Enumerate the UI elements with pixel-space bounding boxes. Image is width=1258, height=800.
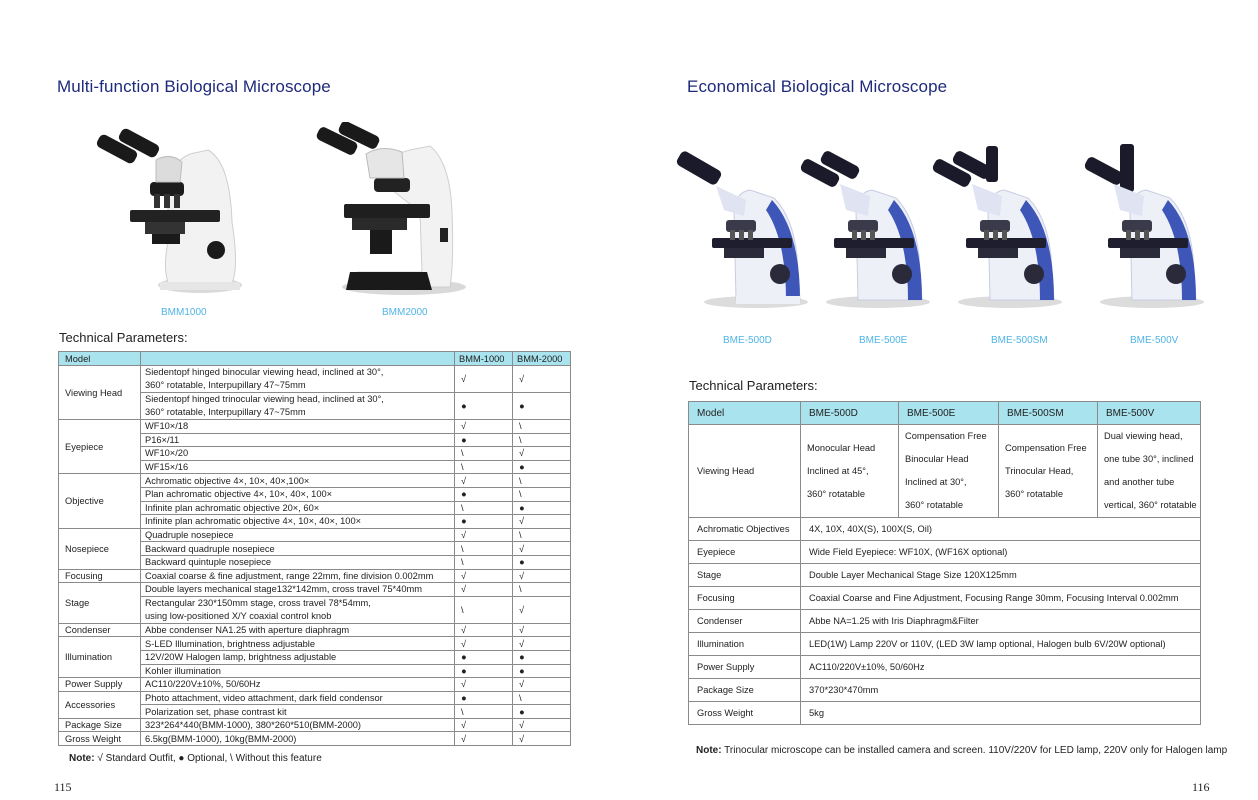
row-value: LED(1W) Lamp 220V or 110V, (LED 3W lamp optional, Halogen bulb 6V/20W optional) [801, 633, 1201, 656]
left-page-number: 115 [54, 780, 72, 794]
mark-bmm1000: \ [455, 447, 513, 461]
mark-bmm2000: ● [513, 650, 571, 664]
mark-bmm2000: √ [513, 447, 571, 461]
row-description: AC110/220V±10%, 50/60Hz [141, 678, 455, 692]
bme500d-microscope-image [676, 150, 816, 310]
mark-bmm1000: ● [455, 515, 513, 529]
row-label: Eyepiece [689, 541, 801, 564]
row-description: Plan achromatic objective 4×, 10×, 40×, 100× [141, 487, 455, 501]
row-category: Stage [59, 583, 141, 624]
row-value: 370*230*470mm [801, 679, 1201, 702]
row-label: Achromatic Objectives [689, 518, 801, 541]
left-note [69, 753, 322, 764]
row-description: Double layers mechanical stage132*142mm, cross travel 75*40mm [141, 583, 455, 597]
viewing-head-line: 360° rotatable [905, 500, 963, 510]
viewing-head-line: vertical, 360° rotatable [1104, 500, 1197, 510]
model-label-bme500e: BME-500E [859, 335, 908, 346]
mark-bmm1000: \ [455, 596, 513, 623]
row-value: AC110/220V±10%, 50/60Hz [801, 656, 1201, 679]
row-value: 5kg [801, 702, 1201, 725]
row-description: Quadruple nosepiece [141, 528, 455, 542]
viewing-head-line: Trinocular Head, [1005, 465, 1074, 476]
viewing-head-line: Compensation Free [1005, 442, 1087, 453]
row-value: Abbe NA=1.25 with Iris Diaphragm&Filter [801, 610, 1201, 633]
viewing-head-line: Monocular Head [807, 442, 876, 453]
mark-bmm2000: √ [513, 366, 571, 393]
row-description: 360° rotatable, Interpupillary 47~75mm [145, 380, 306, 390]
viewing-head-line: Binocular Head [905, 454, 969, 464]
row-description: WF15×/16 [141, 460, 455, 474]
row-label: Illumination [689, 633, 801, 656]
table-row [689, 633, 1201, 656]
row-category: Focusing [59, 569, 141, 583]
mark-bmm1000: √ [455, 366, 513, 393]
left-technical-parameters-title: Technical Parameters: [59, 330, 188, 345]
row-value: Double Layer Mechanical Stage Size 120X125mm [801, 564, 1201, 587]
row-label: Condenser [689, 610, 801, 633]
header-model: Model [689, 402, 801, 425]
table-row [59, 718, 571, 732]
mark-bmm2000: √ [513, 569, 571, 583]
mark-bmm1000: √ [455, 569, 513, 583]
mark-bmm2000: \ [513, 691, 571, 705]
mark-bmm1000: ● [455, 650, 513, 664]
header-bme500v: BME-500V [1098, 402, 1201, 425]
row-description: using low-positioned X/Y coaxial control knob [145, 610, 332, 621]
row-category: Power Supply [59, 678, 141, 692]
table-row [689, 679, 1201, 702]
mark-bmm1000: \ [455, 460, 513, 474]
bme-spec-table [688, 401, 1201, 725]
table-row [689, 541, 1201, 564]
mark-bmm1000: ● [455, 691, 513, 705]
mark-bmm1000: ● [455, 433, 513, 447]
bme500v-microscope-image [1080, 140, 1210, 310]
header-bme500sm: BME-500SM [999, 402, 1098, 425]
row-description: WF10×/18 [141, 420, 455, 434]
mark-bmm2000: √ [513, 678, 571, 692]
model-label-bme500sm: BME-500SM [991, 335, 1048, 346]
table-row [689, 610, 1201, 633]
table-header-row [689, 402, 1201, 425]
row-value: Wide Field Eyepiece: WF10X, (WF16X optional) [801, 541, 1201, 564]
row-description: Infinite plan achromatic objective 20×, 60× [141, 501, 455, 515]
mark-bmm1000: \ [455, 705, 513, 719]
mark-bmm2000: \ [513, 583, 571, 597]
right-note-label: Note: [696, 745, 722, 756]
table-row [59, 474, 571, 488]
row-description: Coaxial coarse & fine adjustment, range 22mm, fine division 0.002mm [141, 569, 455, 583]
viewing-head-line: Inclined at 30°, [905, 477, 967, 487]
mark-bmm2000: \ [513, 433, 571, 447]
header-bme500e: BME-500E [899, 402, 999, 425]
mark-bmm1000: ● [455, 664, 513, 678]
mark-bmm2000: √ [513, 637, 571, 651]
mark-bmm1000: √ [455, 637, 513, 651]
mark-bmm1000: \ [455, 542, 513, 556]
right-note [696, 745, 1227, 756]
row-description: Abbe condenser NA1.25 with aperture diaphragm [141, 623, 455, 637]
table-row [59, 732, 571, 746]
model-label-bme500d: BME-500D [723, 335, 772, 346]
row-description: 6.5kg(BMM-1000), 10kg(BMM-2000) [141, 732, 455, 746]
mark-bmm2000: \ [513, 474, 571, 488]
row-category: Gross Weight [59, 732, 141, 746]
table-row [59, 623, 571, 637]
viewing-head-line: Compensation Free [905, 431, 987, 441]
table-row [59, 678, 571, 692]
row-description: S-LED Illumination, brightness adjustable [141, 637, 455, 651]
right-page-number: 116 [1192, 780, 1210, 794]
row-value: Coaxial Coarse and Fine Adjustment, Focusing Range 30mm, Focusing Interval 0.002mm [801, 587, 1201, 610]
table-row [689, 518, 1201, 541]
table-header-row [59, 352, 571, 366]
mark-bmm1000: √ [455, 528, 513, 542]
right-page-title: Economical Biological Microscope [687, 77, 948, 96]
row-description: P16×/11 [141, 433, 455, 447]
model-label-bme500v: BME-500V [1130, 335, 1179, 346]
viewing-head-line: Inclined at 45°, [807, 465, 869, 476]
row-label: Stage [689, 564, 801, 587]
row-category: Condenser [59, 623, 141, 637]
mark-bmm2000: \ [513, 528, 571, 542]
mark-bmm1000: ● [455, 487, 513, 501]
row-label: Gross Weight [689, 702, 801, 725]
header-bmm1000: BMM-1000 [455, 352, 513, 366]
row-description: Siedentopf hinged trinocular viewing head, inclined at 30°, [145, 394, 384, 404]
mark-bmm2000: ● [513, 664, 571, 678]
row-description: Photo attachment, video attachment, dark field condensor [141, 691, 455, 705]
mark-bmm1000: √ [455, 420, 513, 434]
mark-bmm1000: √ [455, 718, 513, 732]
mark-bmm2000: \ [513, 487, 571, 501]
table-row [59, 637, 571, 651]
row-description: Siedentopf hinged binocular viewing head, inclined at 30°, [145, 367, 384, 377]
row-description: Rectangular 230*150mm stage, cross travel 78*54mm, [145, 597, 371, 608]
mark-bmm2000: √ [513, 623, 571, 637]
row-category: Package Size [59, 718, 141, 732]
mark-bmm2000: √ [513, 718, 571, 732]
row-category: Accessories [59, 691, 141, 718]
table-row [59, 366, 571, 393]
table-row [689, 564, 1201, 587]
model-label-bmm2000: BMM2000 [382, 307, 428, 318]
header-model: Model [59, 352, 141, 366]
table-row [689, 656, 1201, 679]
row-description: 323*264*440(BMM-1000), 380*260*510(BMM-2000) [141, 718, 455, 732]
bmm1000-microscope-image [90, 122, 250, 297]
row-category: Nosepiece [59, 528, 141, 569]
header-bme500d: BME-500D [801, 402, 899, 425]
mark-bmm1000: √ [455, 732, 513, 746]
viewing-head-line: 360° rotatable [1005, 488, 1063, 499]
row-description: Achromatic objective 4×, 10×, 40×,100× [141, 474, 455, 488]
mark-bmm1000: √ [455, 623, 513, 637]
row-description: Backward quintuple nosepiece [141, 555, 455, 569]
row-category: Eyepiece [59, 420, 141, 474]
row-description: 12V/20W Halogen lamp, brightness adjustable [141, 650, 455, 664]
bmm-spec-table [58, 351, 571, 746]
row-value: 4X, 10X, 40X(S), 100X(S, Oil) [801, 518, 1201, 541]
row-label: Focusing [689, 587, 801, 610]
row-label-viewing-head: Viewing Head [689, 425, 801, 518]
mark-bmm2000: √ [513, 596, 571, 623]
mark-bmm1000: √ [455, 474, 513, 488]
row-label: Package Size [689, 679, 801, 702]
mark-bmm1000: ● [455, 393, 513, 420]
row-label: Power Supply [689, 656, 801, 679]
left-note-label: Note: [69, 753, 95, 764]
left-note-text: √ Standard Outfit, ● Optional, \ Without this feature [94, 753, 322, 764]
row-category: Illumination [59, 637, 141, 678]
row-description: Kohler illumination [141, 664, 455, 678]
mark-bmm2000: ● [513, 460, 571, 474]
right-note-text: Trinocular microscope can be installed camera and screen. 110V/220V for LED lamp, 220V only for Halogen lamp [721, 745, 1228, 756]
mark-bmm2000: ● [513, 555, 571, 569]
bmm2000-microscope-image [312, 122, 472, 297]
right-technical-parameters-title: Technical Parameters: [689, 378, 818, 393]
mark-bmm1000: √ [455, 583, 513, 597]
bme500sm-microscope-image [930, 140, 1070, 310]
mark-bmm2000: √ [513, 732, 571, 746]
mark-bmm1000: \ [455, 555, 513, 569]
table-row [689, 702, 1201, 725]
mark-bmm2000: ● [513, 501, 571, 515]
viewing-head-line: 360° rotatable [807, 488, 865, 499]
model-label-bmm1000: BMM1000 [161, 307, 207, 318]
row-description: WF10×/20 [141, 447, 455, 461]
row-description: Backward quadruple nosepiece [141, 542, 455, 556]
mark-bmm2000: ● [513, 393, 571, 420]
mark-bmm2000: √ [513, 542, 571, 556]
viewing-head-line: Dual viewing head, [1104, 431, 1183, 441]
table-row [689, 425, 1201, 518]
mark-bmm2000: \ [513, 420, 571, 434]
table-row [59, 691, 571, 705]
row-description: Infinite plan achromatic objective 4×, 10×, 40×, 100× [141, 515, 455, 529]
table-row [59, 569, 571, 583]
viewing-head-line: one tube 30°, inclined [1104, 454, 1194, 464]
bme500e-microscope-image [798, 150, 938, 310]
mark-bmm1000: \ [455, 501, 513, 515]
mark-bmm1000: √ [455, 678, 513, 692]
table-row [59, 528, 571, 542]
row-category: Objective [59, 474, 141, 528]
row-description: Polarization set, phase contrast kit [141, 705, 455, 719]
viewing-head-line: and another tube [1104, 477, 1175, 487]
table-row [59, 583, 571, 597]
left-page-title: Multi-function Biological Microscope [57, 77, 331, 96]
row-description: 360° rotatable, Interpupillary 47~75mm [145, 407, 306, 417]
row-category: Viewing Head [59, 366, 141, 420]
mark-bmm2000: √ [513, 515, 571, 529]
table-row [689, 587, 1201, 610]
header-bmm2000: BMM-2000 [513, 352, 571, 366]
mark-bmm2000: ● [513, 705, 571, 719]
table-row [59, 420, 571, 434]
